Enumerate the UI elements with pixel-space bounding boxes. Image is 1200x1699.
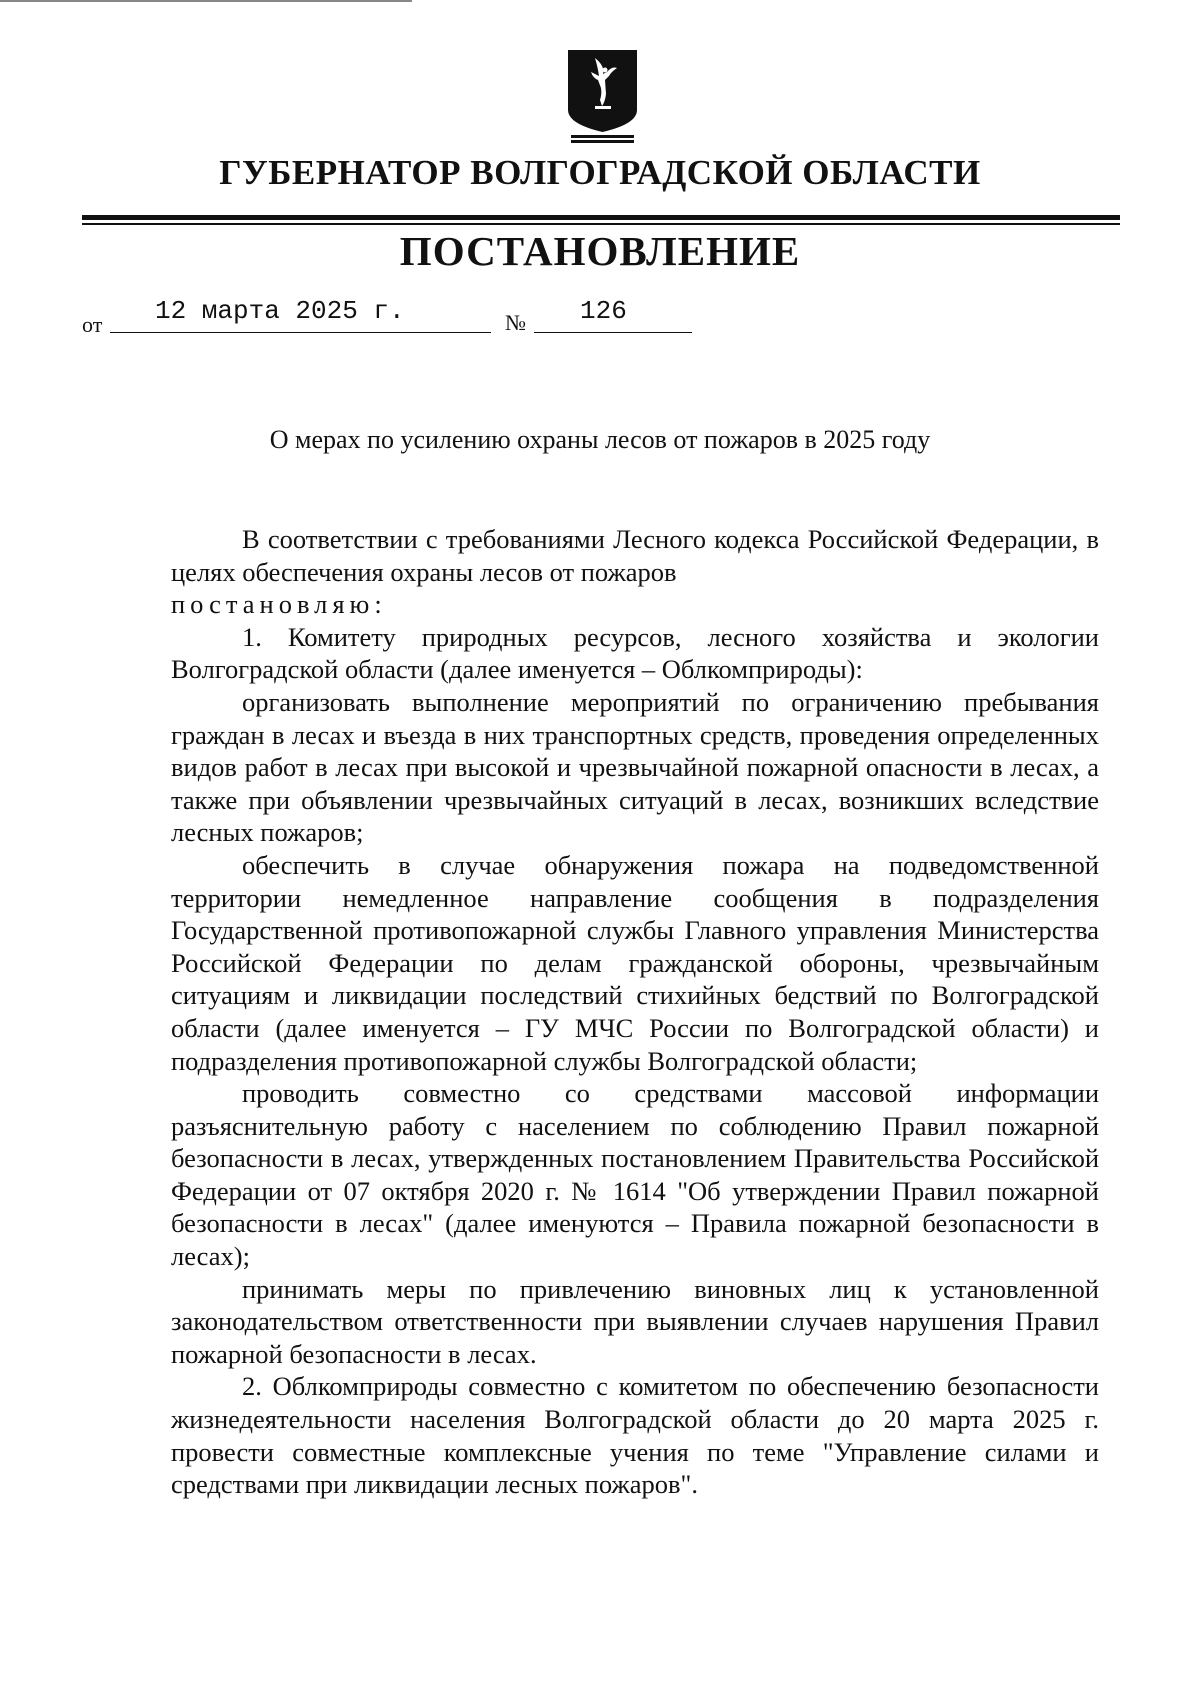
date-underline xyxy=(110,332,491,333)
document-number: 126 xyxy=(580,296,627,326)
paragraph-2: 2. Облкомприроды совместно с комитетом по обеспечению безопасности жизнедеятельности населения Волгоградской области до 20 марта 2025 г. провести совместные комплексные учения по теме "Управление силами и средствами при ликвидации лесных пожаров". xyxy=(171,1371,1099,1500)
paragraph-1c: проводить совместно со средствами массовой информации разъяснительную работу с населением по соблюдению Правил пожарной безопасности в лесах, утвержденных постановлением Правительства Российской Федерации от 07 октября 2020 г. № 1614 "Об утверждении Правил пожарной безопасности в лесах" (далее именуются – Правила пожарной безопасности в лесах); xyxy=(171,1078,1099,1272)
date-label: от xyxy=(82,312,103,337)
header-rule-thick xyxy=(82,215,1120,220)
intro-paragraph: В соответствии с требованиями Лесного кодекса Российской Федерации, в целях обеспечения охраны лесов от пожаров xyxy=(171,524,1099,587)
decree-word: постановляю: xyxy=(171,589,387,620)
header-rule-thin xyxy=(82,223,1120,225)
document-subject: О мерах по усилению охраны лесов от пожаров в 2025 году xyxy=(269,425,931,454)
document-body xyxy=(171,523,1099,1501)
scan-edge-line xyxy=(0,0,412,2)
document-date: 12 марта 2025 г. xyxy=(155,296,405,326)
paragraph-1a: организовать выполнение мероприятий по ограничению пребывания граждан в лесах и въезда в них транспортных средств, проведения определенных видов работ в лесах при высокой и чрезвычайной пожарной опасности в лесах, а также при объявлении чрезвычайных ситуаций в лесах, возникших вследствие лесных пожаров; xyxy=(171,686,1099,848)
paragraph-1: 1. Комитету природных ресурсов, лесного хозяйства и экологии Волгоградской области (далее именуется – Облкомприроды): xyxy=(171,621,1099,685)
paragraph-1d: принимать меры по привлечению виновных лиц к установленной законодательством ответственности при выявлении случаев нарушения Правил пожарной безопасности в лесах. xyxy=(171,1273,1099,1369)
paragraph-1b: обеспечить в случае обнаружения пожара на подведомственной территории немедленное направление сообщения в подразделения Государственной противопожарной службы Главного управления Министерства Российской Федерации по делам гражданской обороны, чрезвычайным ситуациям и ликвидации последствий стихийных бедствий по Волгоградской области (далее именуется – ГУ МЧС России по Волгоградской области) и подразделения противопожарной службы Волгоградской области; xyxy=(171,849,1099,1076)
number-label: № xyxy=(505,310,526,335)
issuing-authority: ГУБЕРНАТОР ВОЛГОГРАДСКОЙ ОБЛАСТИ xyxy=(219,153,981,192)
document-meta-row xyxy=(0,296,1200,346)
document-type-title: ПОСТАНОВЛЕНИЕ xyxy=(399,228,801,274)
coat-of-arms-icon xyxy=(565,48,640,144)
number-underline xyxy=(534,332,692,333)
